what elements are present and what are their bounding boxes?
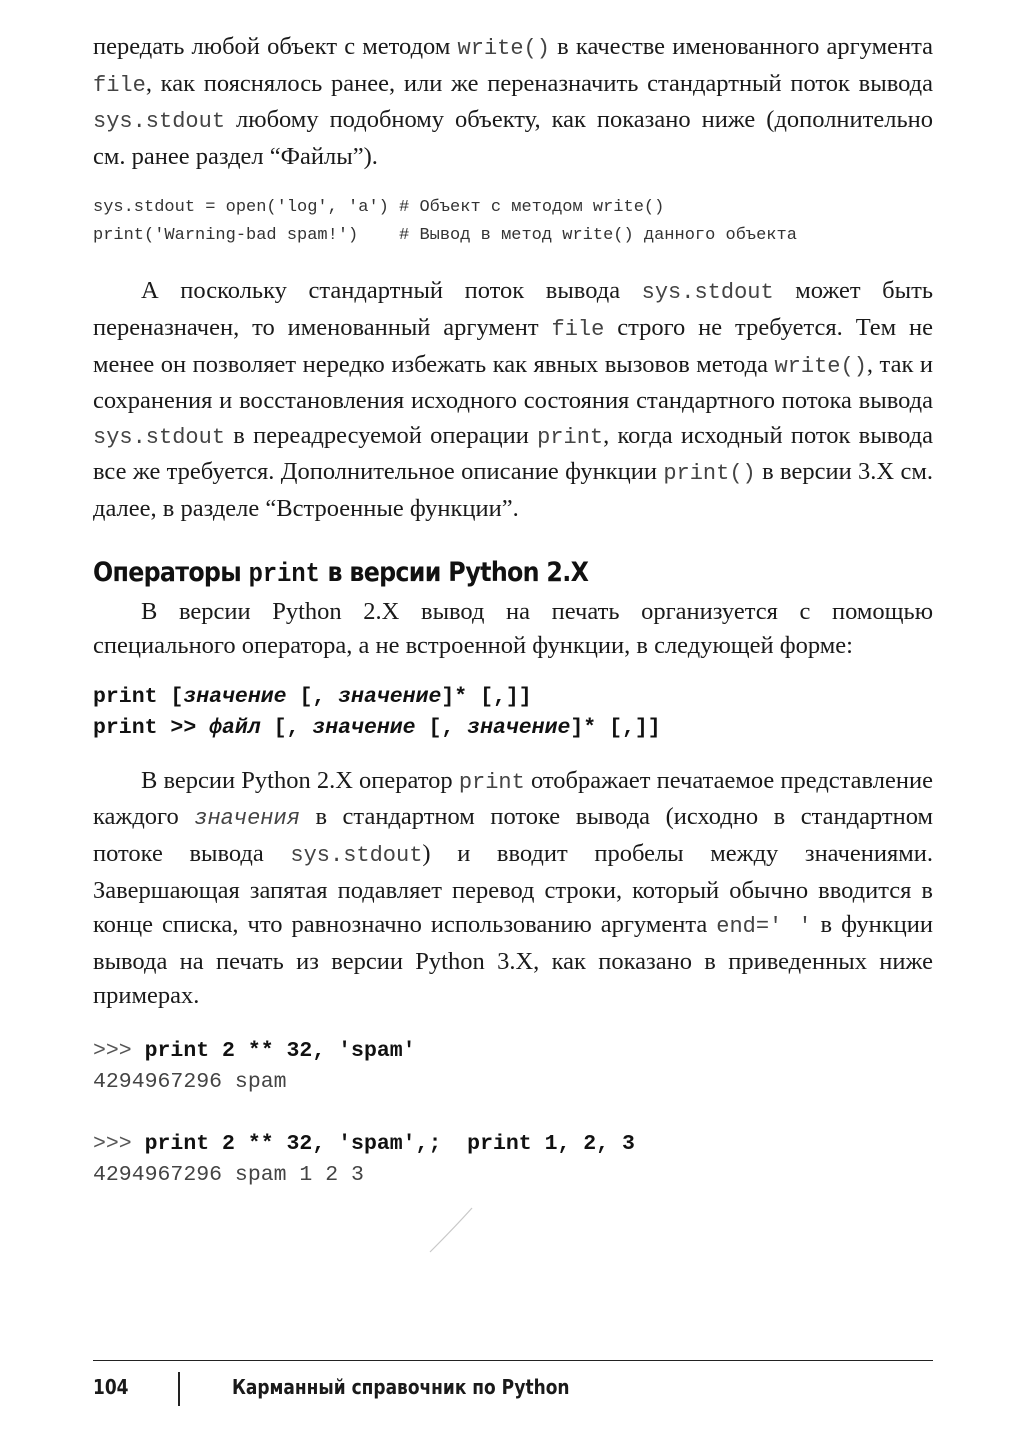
repl-command: print 2 ** 32, 'spam' — [144, 1038, 416, 1063]
repl-command: print 2 ** 32, 'spam',; print 1, 2, 3 — [144, 1131, 635, 1156]
inline-code: print — [458, 769, 525, 795]
syntax-punct: ]* [,]] — [570, 715, 661, 740]
syntax-punct: [, — [415, 715, 468, 740]
repl-example-1 — [93, 1036, 933, 1098]
section-heading — [93, 553, 832, 595]
inline-code: write() — [457, 36, 550, 61]
code-line: print('Warning-bad spam!') # Вывод в метод write() данного объекта — [93, 226, 797, 246]
text-run: любому подобному объекту, как показано ниже (дополнительно см. ранее раздел “Файлы”). — [93, 106, 933, 170]
syntax-keyword: print >> — [93, 715, 210, 740]
code-line: sys.stdout = open('log', 'a') # Объект с методом write() — [93, 198, 665, 218]
syntax-punct: [, — [286, 684, 339, 709]
syntax-line — [93, 713, 933, 744]
paragraph-print-behavior — [93, 764, 933, 1014]
inline-code: end=' ' — [716, 914, 812, 940]
text-run: отображает печатаемое представление каждого — [93, 766, 933, 831]
running-footer-title: Карманный справочник по Python — [232, 1375, 570, 1399]
syntax-punct: [, — [260, 715, 313, 740]
repl-example-2 — [93, 1129, 933, 1191]
text-run: , как пояснялось ранее, или же переназначить стандартный поток вывода — [145, 69, 933, 97]
footer-divider — [93, 1360, 933, 1361]
inline-code: sys.stdout — [641, 280, 774, 306]
text-run: в стандартном потоке вывода (исходно в стандартном потоке вывода — [93, 803, 933, 867]
syntax-placeholder: значение — [183, 684, 287, 709]
text-run: В версии Python 2.X оператор — [141, 766, 459, 794]
inline-code: sys.stdout — [93, 109, 226, 135]
syntax-line — [93, 682, 933, 713]
page-number: 104 — [93, 1375, 129, 1399]
inline-code: значения — [194, 806, 300, 832]
paragraph-file-argument — [93, 274, 933, 526]
inline-code: print() — [663, 461, 756, 487]
repl-output: 4294967296 spam 1 2 3 — [93, 1162, 364, 1187]
text-run: в переадресуемой операции — [225, 421, 538, 449]
paragraph-intro — [93, 30, 933, 174]
inline-code: write() — [774, 353, 867, 379]
syntax-placeholder: значение — [312, 715, 416, 740]
text-run: в функции вывода на печать из версии Python 3.X, как показано в приведенных ниже примерах. — [93, 911, 933, 1010]
text-run: строго не требуется. Тем не менее он позволяет нередко избежать как явных вызовов метода — [93, 313, 933, 378]
heading-text: Операторы — [93, 556, 249, 588]
syntax-keyword: print [ — [93, 684, 184, 709]
repl-input-line — [93, 1036, 933, 1067]
paragraph-print-statement: В версии Python 2.X вывод на печать организуется с помощью специального оператора, а не встроенной функции, в следующей форме: — [93, 597, 933, 660]
pencil-stroke-mark — [420, 1200, 480, 1260]
text-run: ) и вводит пробелы между значениями. Завершающая запятая подавляет перевод строки, который обычно вводится в конце списка, что равнозначно использованию аргумента — [93, 839, 934, 939]
page-content — [93, 30, 933, 1191]
heading-code: print — [248, 559, 320, 590]
syntax-punct: ]* [,]] — [441, 684, 532, 709]
text-run: передать любой объект с методом — [93, 33, 458, 60]
text-run: в качестве именованного аргумента — [549, 33, 933, 60]
repl-prompt: >>> — [93, 1131, 145, 1156]
text-run: , так и сохранения и восстановления исходного состояния стандартного потока вывода — [93, 350, 933, 415]
text-run: , когда исходный поток вывода все же требуется. Дополнительное описание функции — [93, 421, 933, 486]
repl-input-line — [93, 1129, 933, 1160]
inline-code: file — [93, 72, 146, 98]
inline-code: print — [537, 424, 604, 450]
text-run: может быть переназначен, то именованный аргумент — [93, 277, 933, 341]
footer-separator — [178, 1372, 180, 1406]
code-example-redirect — [93, 194, 933, 250]
inline-code: sys.stdout — [93, 424, 226, 450]
repl-prompt: >>> — [93, 1038, 145, 1063]
syntax-placeholder: файл — [209, 715, 261, 740]
syntax-block — [93, 682, 933, 744]
text-run: А поскольку стандартный поток вывода — [141, 277, 642, 305]
inline-code: sys.stdout — [290, 842, 423, 868]
text-run: в версии 3.X см. далее, в разделе “Встроенные функции”. — [93, 458, 933, 522]
syntax-placeholder: значение — [467, 715, 571, 740]
inline-code: file — [551, 316, 605, 342]
heading-text: в версии Python 2.X — [319, 556, 589, 588]
repl-output: 4294967296 spam — [93, 1069, 287, 1094]
syntax-placeholder: значение — [338, 684, 442, 709]
